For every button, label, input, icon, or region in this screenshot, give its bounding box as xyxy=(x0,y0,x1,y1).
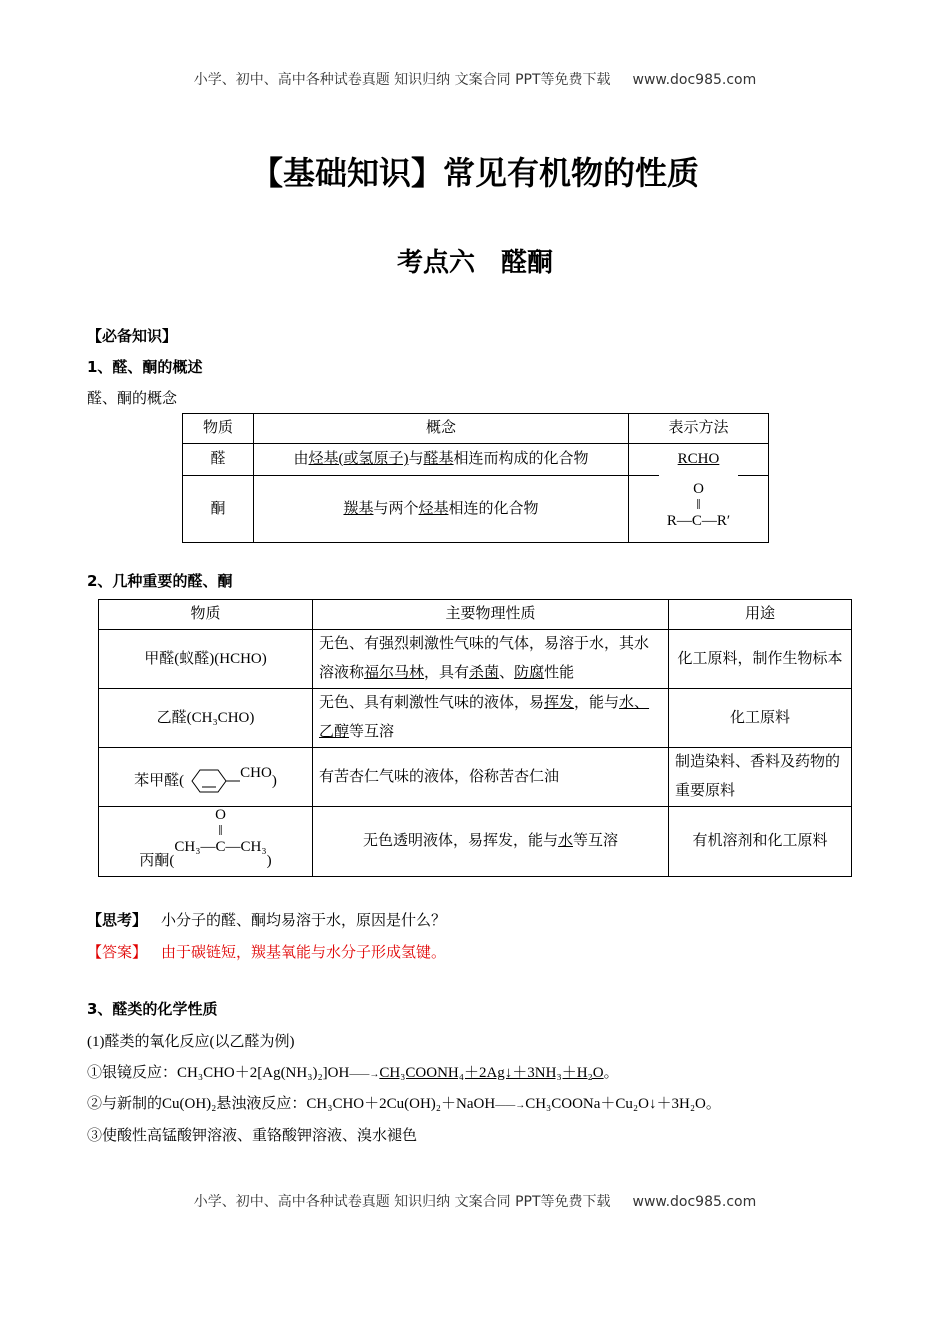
cell-use: 制造染料、香料及药物的重要原料 xyxy=(669,748,852,807)
cell-use: 有机溶剂和化工原料 xyxy=(669,807,852,877)
cell-name: 醛 xyxy=(183,444,254,476)
reaction-2: ②与新制的Cu(OH)₂悬浊液反应：CH₃CHO＋2Cu(OH)₂＋NaOH——→CH₃COONa＋Cu₂O↓＋3H₂O。 xyxy=(87,1096,721,1112)
footer-url: www.doc985.com xyxy=(632,1194,757,1210)
th: 用途 xyxy=(669,600,852,630)
aldehyde-table xyxy=(98,599,852,877)
footer-text: 小学、初中、高中各种试卷真题 知识归纳 文案合同 PPT等免费下载 xyxy=(193,1194,611,1210)
cell-concept: 由烃基(或氢原子)与醛基相连而构成的化合物 xyxy=(254,444,629,476)
cell-props: 有苦杏仁气味的液体，俗称苦杏仁油 xyxy=(313,748,669,807)
page-footer xyxy=(0,1191,950,1211)
oxidation-subheading: (1)醛类的氧化反应(以乙醛为例) xyxy=(87,1034,295,1050)
cell-name: 乙醛(CH₃CHO) xyxy=(99,689,313,748)
header-text: 小学、初中、高中各种试卷真题 知识归纳 文案合同 PPT等免费下载 xyxy=(193,72,611,88)
page-subtitle: 考点六 醛酮 xyxy=(396,248,553,278)
cell-props: 无色、具有刺激性气味的液体，易挥发，能与水、乙醇等互溶 xyxy=(313,689,669,748)
th: 主要物理性质 xyxy=(313,600,669,630)
cell-props: 无色透明液体，易挥发，能与水等互溶 xyxy=(313,807,669,877)
section-2-heading: 2、几种重要的醛、酮 xyxy=(87,572,233,590)
cell-concept: 羰基与两个烃基相连的化合物 xyxy=(254,476,629,543)
header-url: www.doc985.com xyxy=(632,72,757,88)
cell-use: 化工原料，制作生物标本 xyxy=(669,630,852,689)
page-title: 【基础知识】常见有机物的性质 xyxy=(250,154,699,192)
th: 表示方法 xyxy=(629,414,769,444)
cell-props: 无色、有强烈刺激性气味的气体，易溶于水，其水溶液称福尔马林，具有杀菌、防腐性能 xyxy=(313,630,669,689)
th: 物质 xyxy=(99,600,313,630)
benzene-ring-icon xyxy=(184,768,240,794)
reaction-1: ①银镜反应：CH₃CHO＋2[Ag(NH₃)₂]OH——→CH₃COONH₄＋2Ag↓＋3NH₃＋H₂O。 xyxy=(87,1065,619,1081)
cell-name: 甲醛(蚁醛)(HCHO) xyxy=(99,630,313,689)
section-3-heading: 3、醛类的化学性质 xyxy=(87,1000,218,1018)
cell-name: 酮 xyxy=(183,476,254,543)
table-row xyxy=(99,689,852,748)
think-line: 【思考】 小分子的醛、酮均易溶于水，原因是什么？ xyxy=(87,911,447,929)
table-row xyxy=(183,444,769,476)
table-row xyxy=(99,807,852,877)
reaction-3: ③使酸性高锰酸钾溶液、重铬酸钾溶液、溴水褪色 xyxy=(87,1128,418,1144)
cell-name: 苯甲醛( CHO) xyxy=(99,748,313,807)
table-row xyxy=(99,748,852,807)
th: 物质 xyxy=(183,414,254,444)
table-row xyxy=(183,476,769,543)
section-1-heading: 1、醛、酮的概述 xyxy=(87,358,203,376)
answer-line: 【答案】 由于碳链短，羰基氧能与水分子形成氢键。 xyxy=(87,945,447,961)
section-required: 【必备知识】 xyxy=(87,327,178,345)
section-1-intro: 醛、酮的概念 xyxy=(87,391,178,407)
page-header xyxy=(0,69,950,89)
cell-formula: RCHO xyxy=(629,444,769,476)
cell-use: 化工原料 xyxy=(669,689,852,748)
ketone-structure: O ‖ R—C—R′ xyxy=(629,476,769,543)
th: 概念 xyxy=(254,414,629,444)
cell-name: 丙酮(O ‖ CH₃—C—CH₃) xyxy=(99,807,313,877)
table-row xyxy=(99,630,852,689)
concept-table xyxy=(182,413,769,543)
